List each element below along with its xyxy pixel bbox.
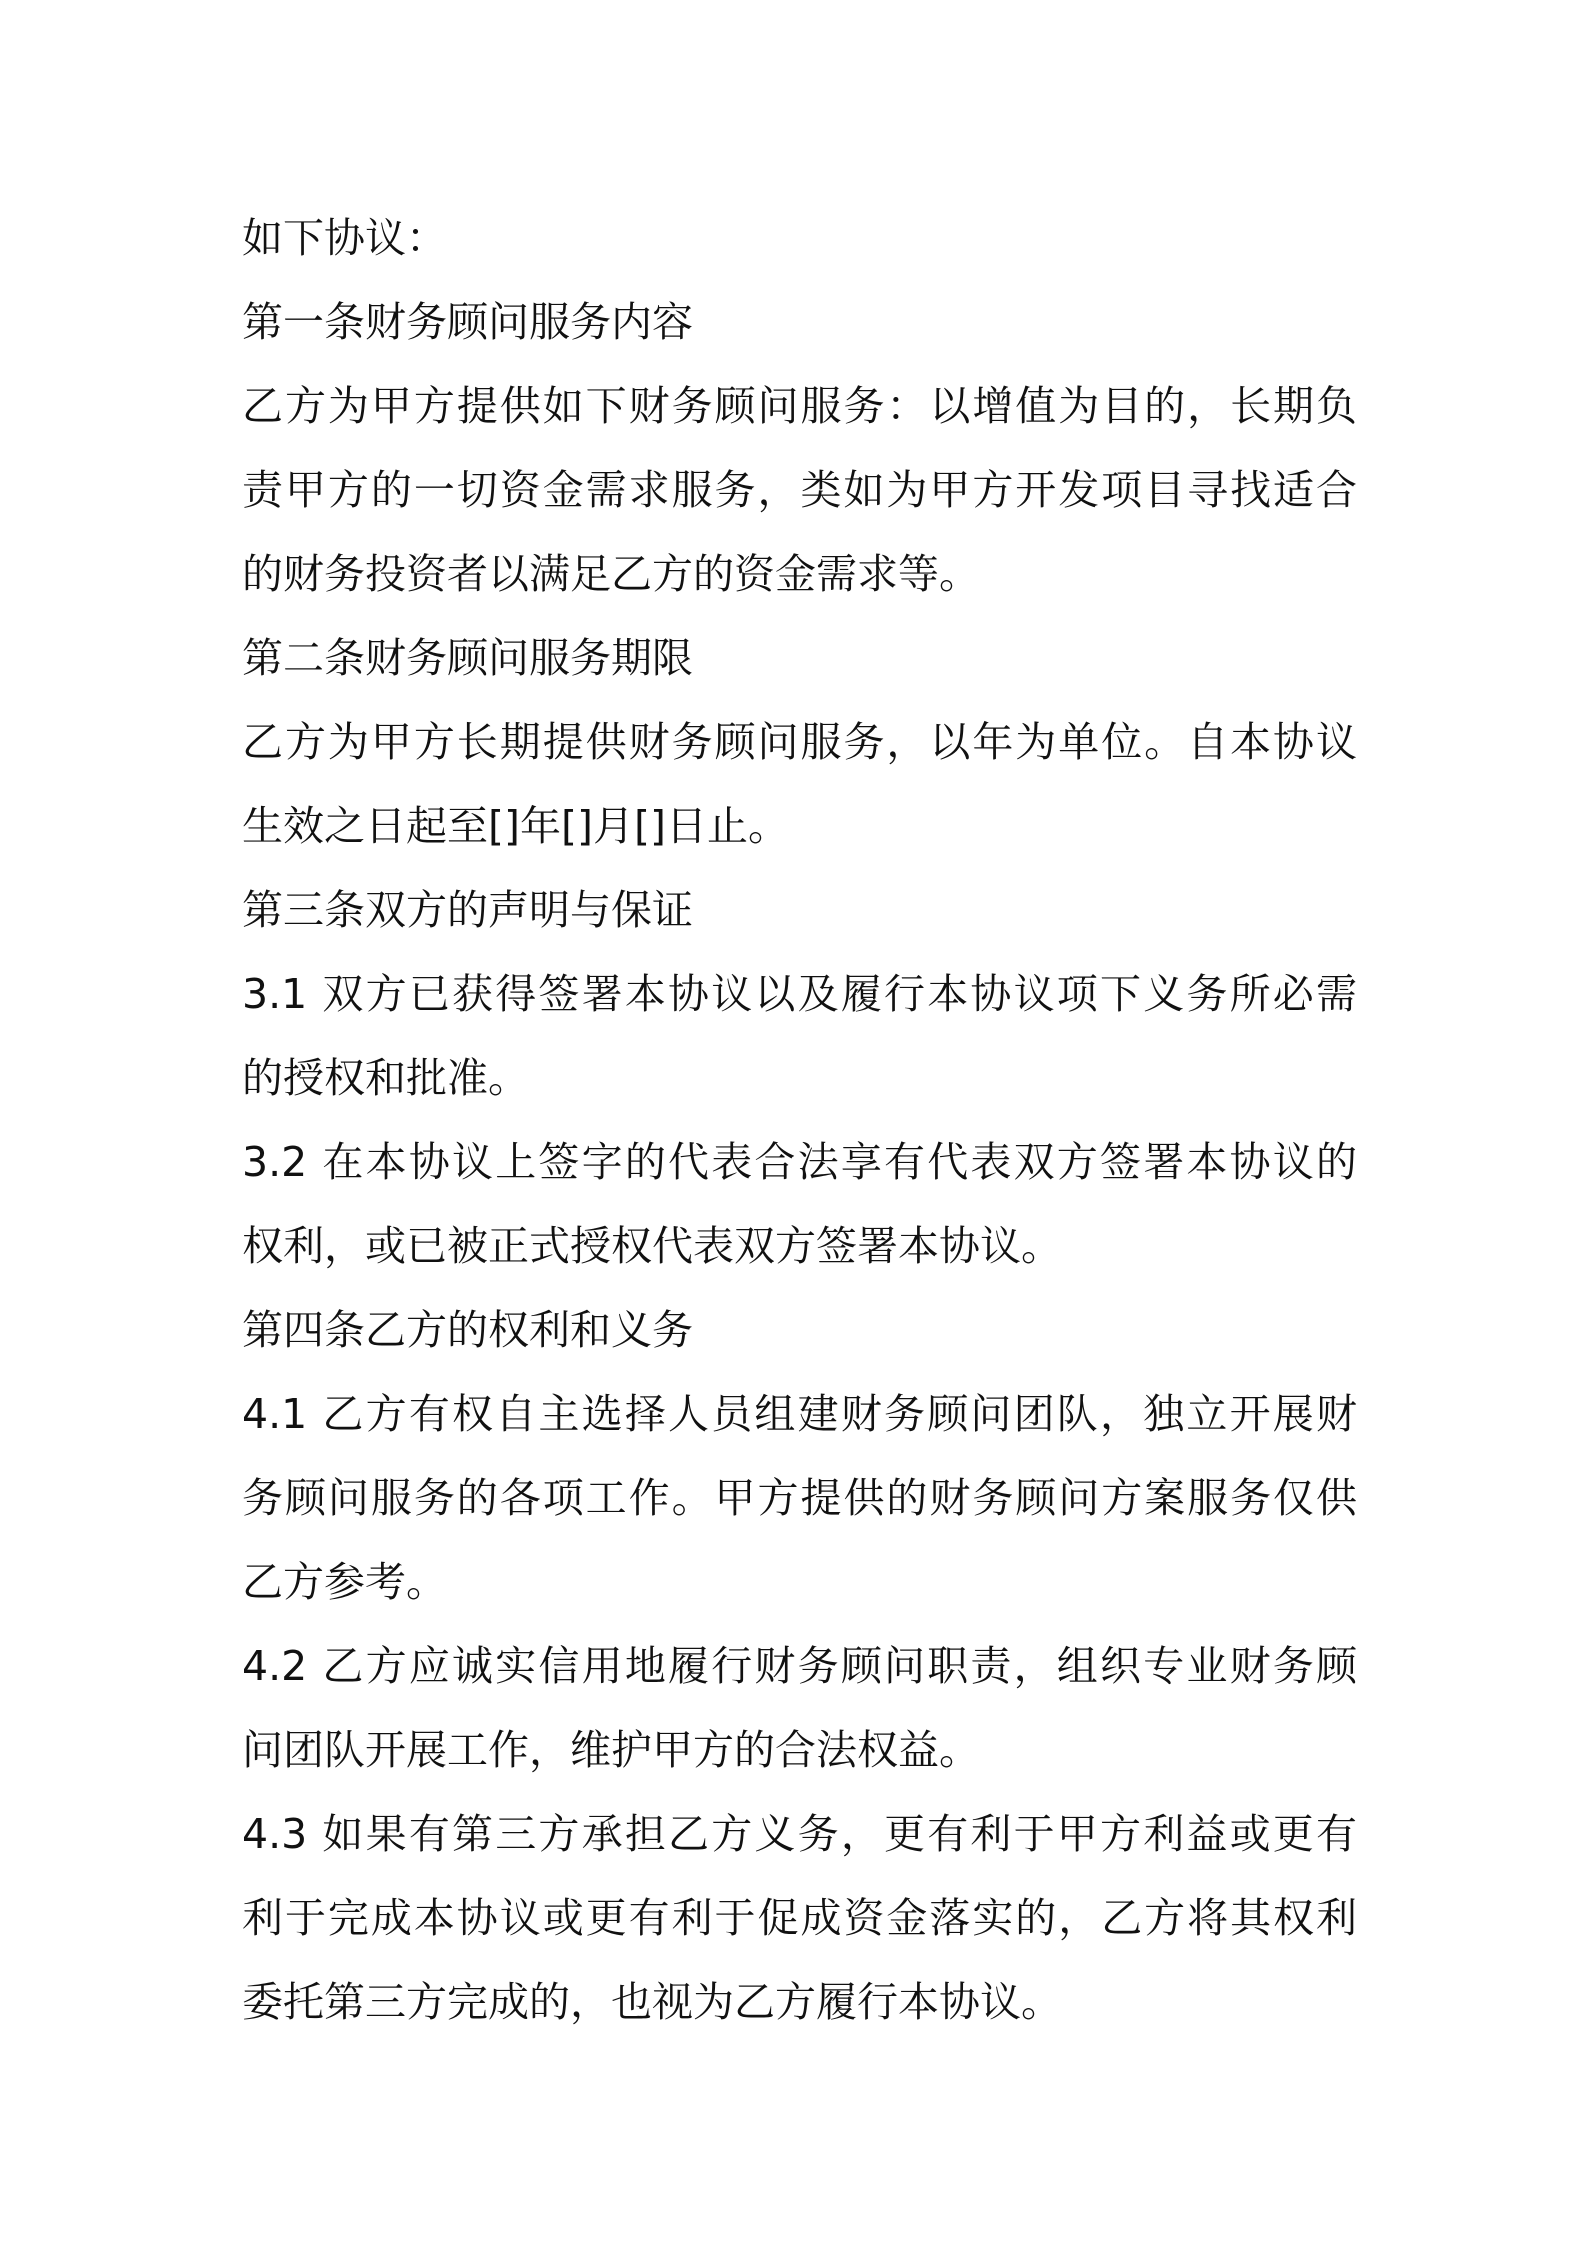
document-body	[242, 196, 1357, 2044]
text-line: 3.1 双方已获得签署本协议以及履行本协议项下义务所必需	[242, 970, 1357, 1018]
text-line: 务顾问服务的各项工作。甲方提供的财务顾问方案服务仅供	[242, 1474, 1357, 1522]
text-line: 乙方参考。	[242, 1558, 447, 1606]
text-line: 4.1 乙方有权自主选择人员组建财务顾问团队，独立开展财	[242, 1390, 1357, 1438]
text-line: 4.2 乙方应诚实信用地履行财务顾问职责，组织专业财务顾	[242, 1642, 1357, 1690]
text-line: 的授权和批准。	[242, 1054, 529, 1102]
text-line: 如下协议：	[242, 214, 447, 262]
text-line: 委托第三方完成的，也视为乙方履行本协议。	[242, 1978, 1062, 2026]
text-line: 利于完成本协议或更有利于促成资金落实的，乙方将其权利	[242, 1894, 1357, 1942]
text-line: 乙方为甲方提供如下财务顾问服务：以增值为目的，长期负	[242, 382, 1357, 430]
text-line: 的财务投资者以满足乙方的资金需求等。	[242, 550, 980, 598]
text-line: 4.3 如果有第三方承担乙方义务，更有利于甲方利益或更有	[242, 1810, 1357, 1858]
section-heading: 第一条财务顾问服务内容	[242, 298, 693, 346]
text-line: 生效之日起至[]年[]月[]日止。	[242, 802, 789, 850]
section-heading: 第四条乙方的权利和义务	[242, 1306, 693, 1354]
section-heading: 第三条双方的声明与保证	[242, 886, 693, 934]
text-line: 乙方为甲方长期提供财务顾问服务，以年为单位。自本协议	[242, 718, 1357, 766]
text-line: 责甲方的一切资金需求服务，类如为甲方开发项目寻找适合	[242, 466, 1357, 514]
text-line: 问团队开展工作，维护甲方的合法权益。	[242, 1726, 980, 1774]
text-line: 3.2 在本协议上签字的代表合法享有代表双方签署本协议的	[242, 1138, 1357, 1186]
section-heading: 第二条财务顾问服务期限	[242, 634, 693, 682]
text-line: 权利，或已被正式授权代表双方签署本协议。	[242, 1222, 1062, 1270]
